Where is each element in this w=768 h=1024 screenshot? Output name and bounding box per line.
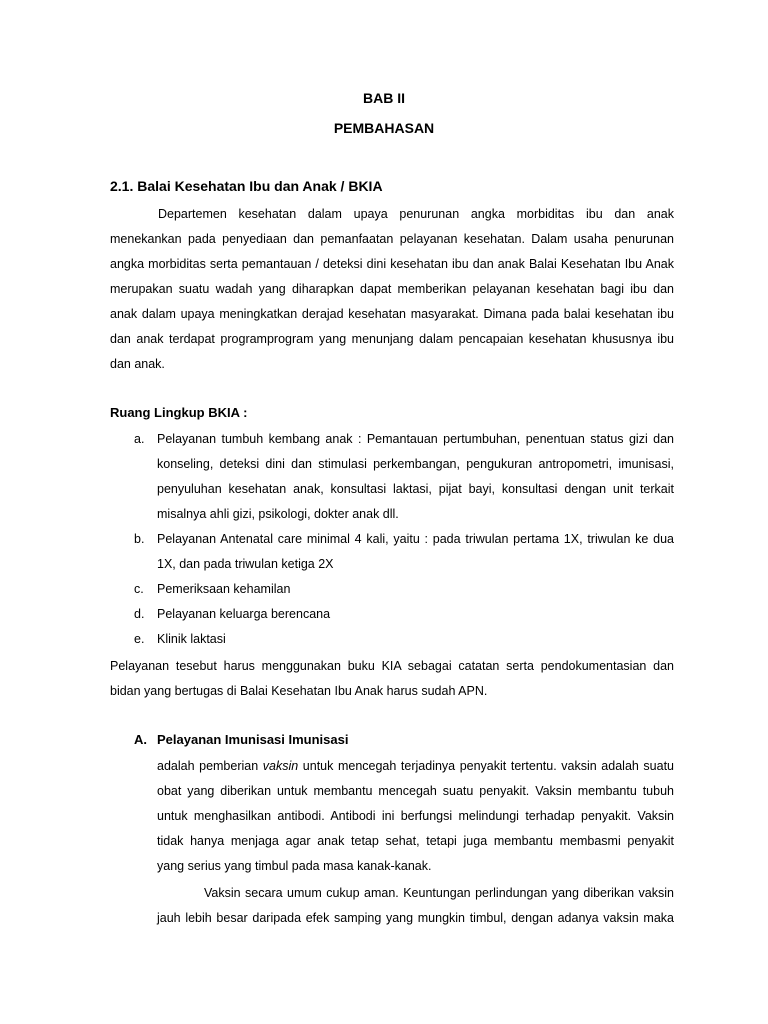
paragraph-line: obat yang diberikan untuk membantu mencegah suatu penyakit. Vaksin membantu tubuh [157, 784, 674, 798]
list-item-line: Pelayanan tumbuh kembang anak : Pemantauan pertumbuhan, penentuan status gizi dan [157, 432, 674, 446]
list-item-letter: a. [134, 432, 145, 446]
list-item-line: Klinik laktasi [157, 632, 226, 646]
list-item-letter: c. [134, 582, 144, 596]
paragraph-line: angka morbiditas serta pemantauan / deteksi dini kesehatan ibu dan anak Balai Kesehatan Ibu Anak [110, 257, 674, 271]
paragraph-line: menekankan pada penyediaan dan pemanfaatan pelayanan kesehatan. Dalam usaha penurunan [110, 232, 674, 246]
paragraph-line: bidan yang bertugas di Balai Kesehatan Ibu Anak harus sudah APN. [110, 684, 488, 698]
list-item-line: 1X, dan pada triwulan ketiga 2X [157, 557, 334, 571]
paragraph-line: yang serius yang timbul pada masa kanak-kanak. [157, 859, 432, 873]
immunization-letter: A. [134, 732, 147, 747]
list-item-line: penyuluhan kesehatan anak, konsultasi laktasi, pijat bayi, konsultasi dengan unit terkait [157, 482, 674, 496]
paragraph-line: dan anak terdapat programprogram yang menunjang dalam pencapaian kesehatan khususnya ibu [110, 332, 674, 346]
list-item-letter: e. [134, 632, 145, 646]
immunization-title: Pelayanan Imunisasi Imunisasi [157, 732, 349, 747]
text-segment: adalah pemberian [157, 759, 263, 773]
paragraph-line: Departemen kesehatan dalam upaya penurunan angka morbiditas ibu dan anak [158, 207, 674, 221]
paragraph-line: merupakan suatu wadah yang diharapkan dapat memberikan pelayanan kesehatan bagi ibu dan [110, 282, 674, 296]
paragraph-line: Pelayanan tesebut harus menggunakan buku KIA sebagai catatan serta pendokumentasian dan [110, 659, 674, 673]
list-item-line: Pemeriksaan kehamilan [157, 582, 291, 596]
list-item-letter: b. [134, 532, 145, 546]
paragraph-line: jauh lebih besar daripada efek samping yang mungkin timbul, dengan adanya vaksin maka [157, 911, 674, 925]
paragraph-line: untuk menghasilkan antibodi. Antibodi ini berfungsi melindungi terhadap penyakit. Vaksin [157, 809, 674, 823]
paragraph-line [157, 757, 674, 775]
list-item-line: misalnya ahli gizi, psikologi, dokter anak dll. [157, 507, 399, 521]
list-item-letter: d. [134, 607, 145, 621]
chapter-label: BAB II [363, 90, 405, 106]
paragraph-line: dan anak. [110, 357, 165, 371]
scope-title: Ruang Lingkup BKIA : [110, 405, 248, 420]
emphasized-term: vaksin [262, 759, 299, 773]
text-segment: untuk mencegah terjadinya penyakit tertentu. vaksin adalah suatu [298, 759, 675, 773]
list-item-line: konseling, deteksi dini dan stimulasi perkembangan, pengukuran antropometri, imunisasi, [157, 457, 674, 471]
list-item-line: Pelayanan Antenatal care minimal 4 kali, yaitu : pada triwulan pertama 1X, triwulan ke dua [157, 532, 674, 546]
paragraph-line: tidak hanya menjaga agar anak tetap sehat, tetapi juga membantu membasmi penyakit [157, 834, 674, 848]
paragraph-line: anak dalam upaya meningkatkan derajad kesehatan masyarakat. Dimana pada balai kesehatan ibu [110, 307, 674, 321]
paragraph-line: Vaksin secara umum cukup aman. Keuntungan perlindungan yang diberikan vaksin [204, 886, 674, 900]
list-item-line: Pelayanan keluarga berencana [157, 607, 331, 621]
chapter-title: PEMBAHASAN [333, 120, 435, 136]
section-title: 2.1. Balai Kesehatan Ibu dan Anak / BKIA [110, 178, 383, 194]
